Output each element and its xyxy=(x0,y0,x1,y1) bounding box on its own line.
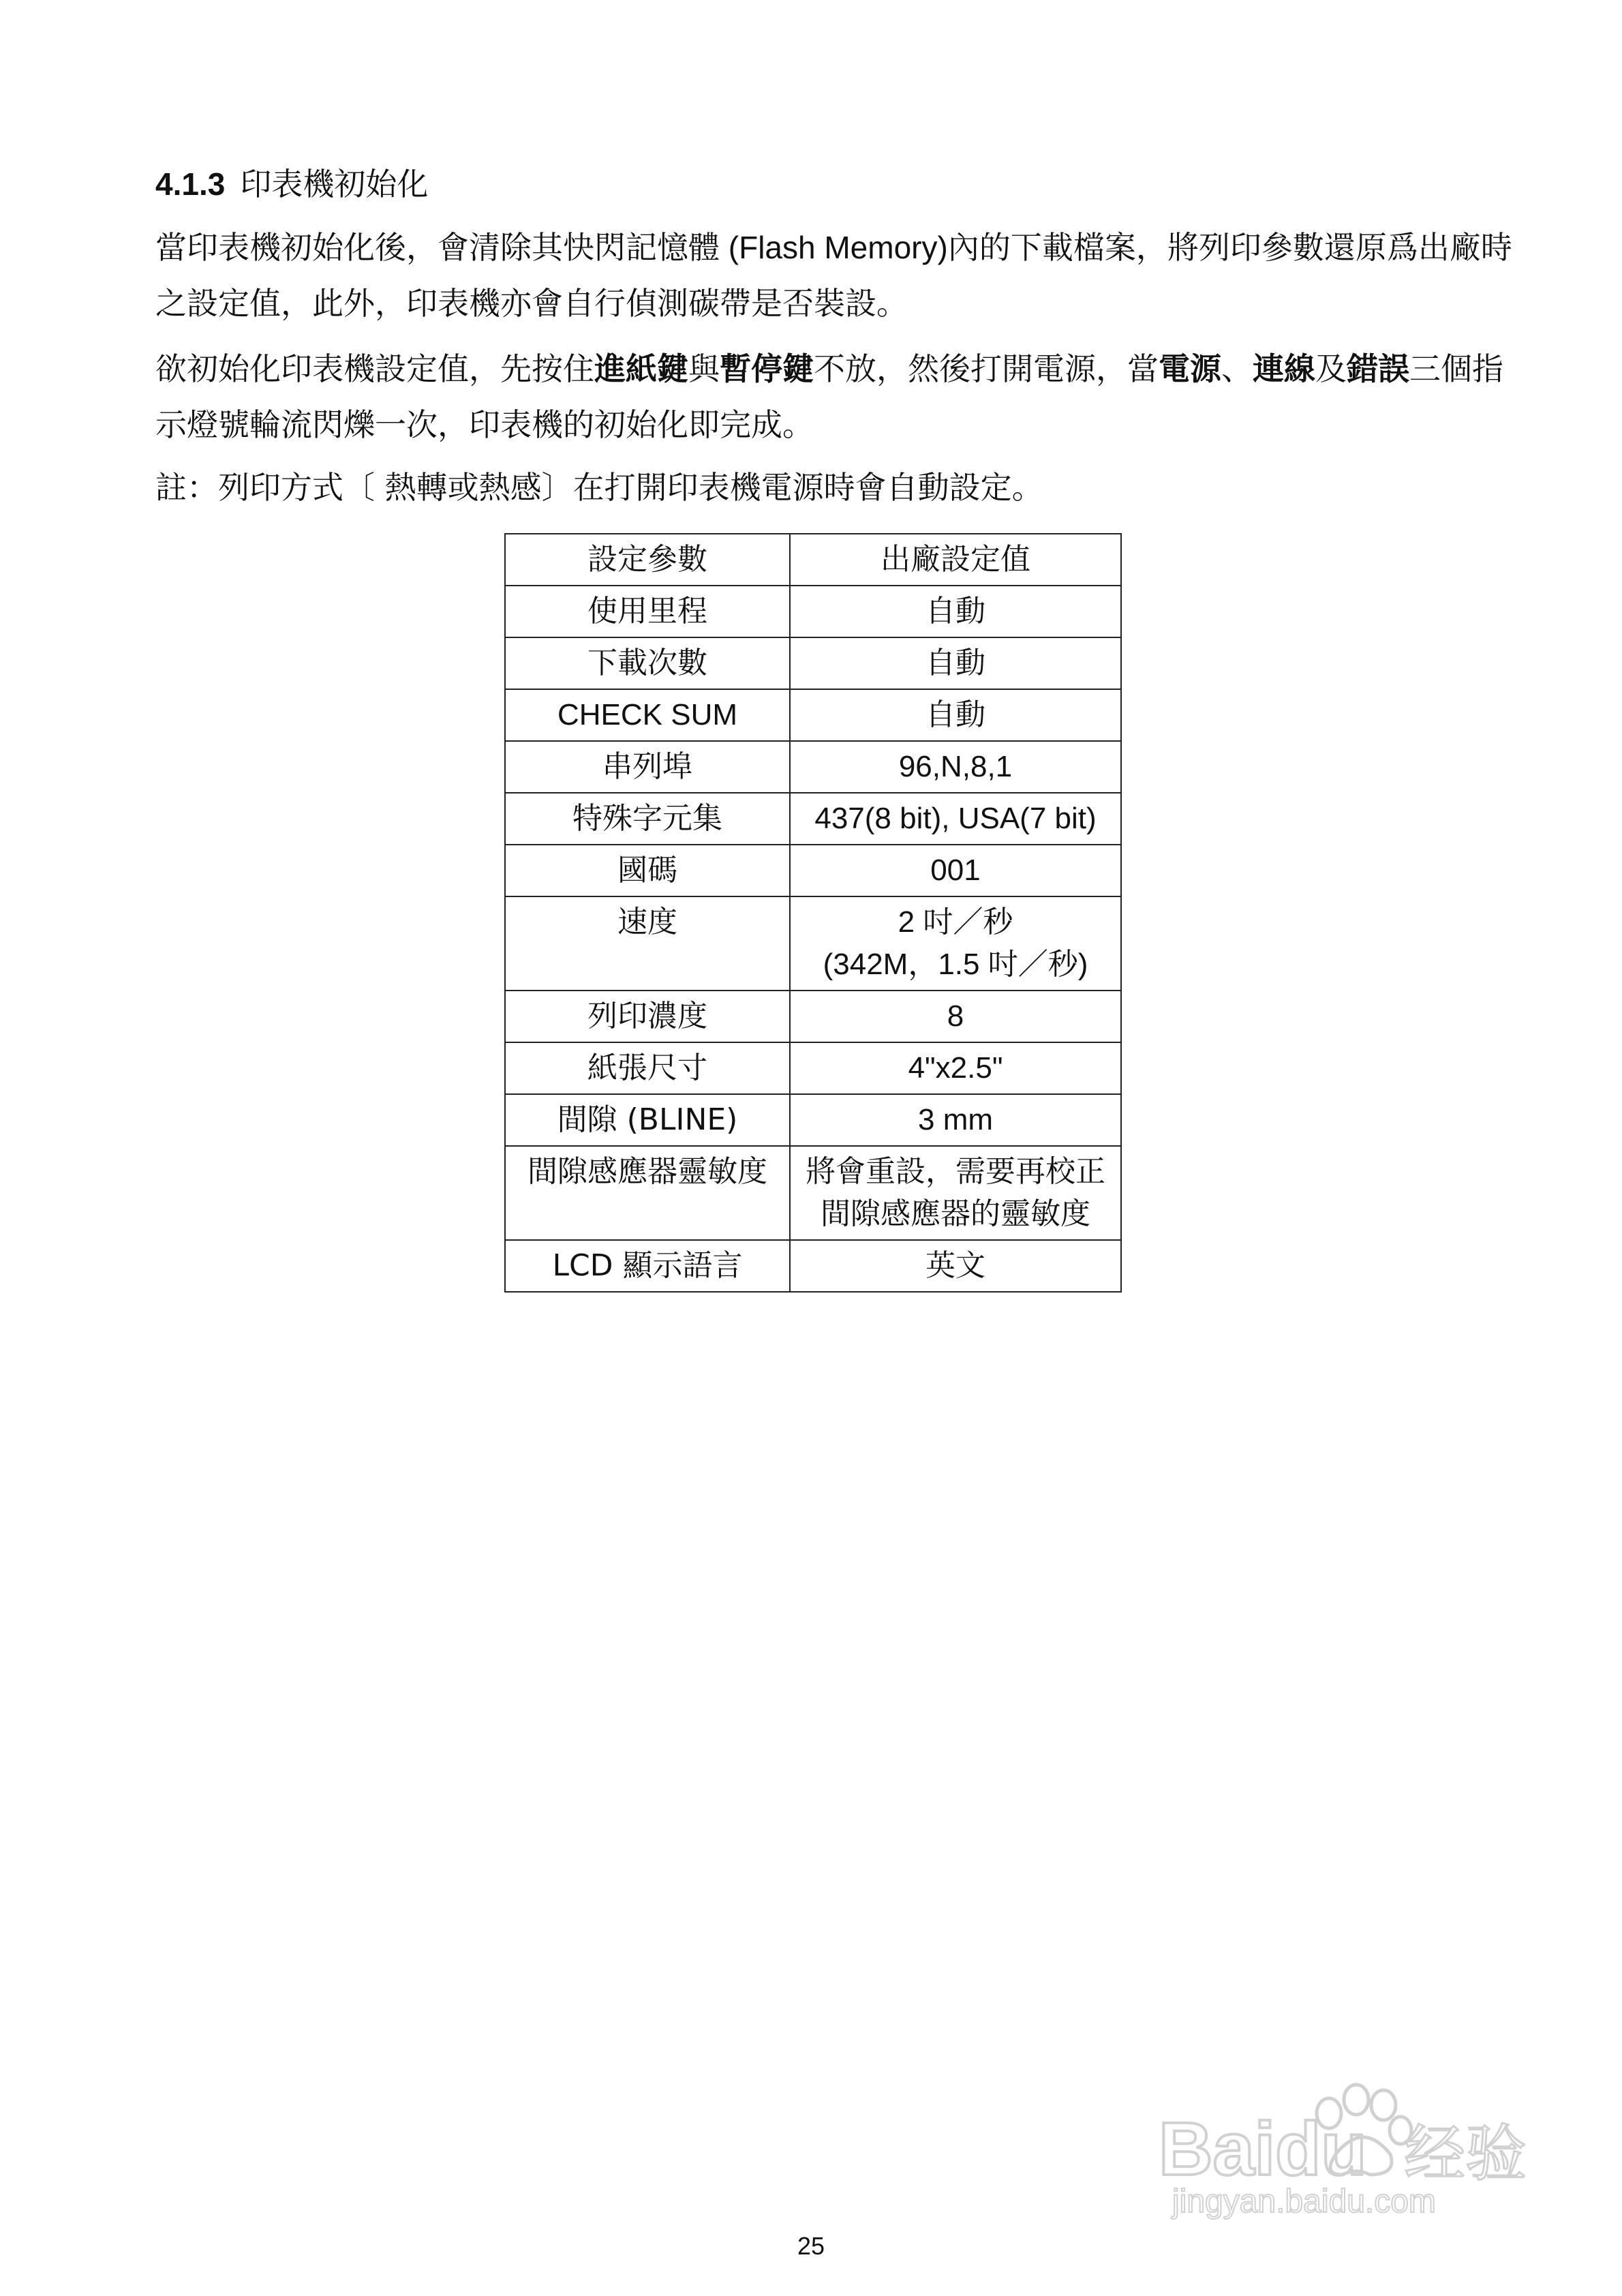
param-cell: 紙張尺寸 xyxy=(505,1042,790,1094)
param-cell: 列印濃度 xyxy=(505,991,790,1042)
table-row xyxy=(505,845,1121,896)
header-parameter: 設定參數 xyxy=(505,534,790,586)
paragraph-text: (Flash Memory) xyxy=(720,230,948,265)
error-led-term: 錯誤 xyxy=(1347,350,1409,387)
table-row xyxy=(505,586,1121,637)
brand-text: Baidu xyxy=(1159,2107,1367,2191)
paragraph-text: 及 xyxy=(1315,350,1347,387)
table-row xyxy=(505,1094,1121,1146)
power-led-term: 電源 xyxy=(1159,350,1221,387)
value-cell: 自動 xyxy=(790,586,1121,637)
value-cell xyxy=(790,896,1121,991)
section-number: 4.1.3 xyxy=(155,166,226,202)
value-cell: 3 mm xyxy=(790,1094,1121,1146)
page-number: 25 xyxy=(797,2232,825,2260)
param-cell: 速度 xyxy=(505,896,790,991)
paragraph-text: 欲初始化印表機設定值，先按住 xyxy=(155,350,594,387)
param-cell: LCD 顯示語言 xyxy=(505,1240,790,1292)
param-cell: 使用里程 xyxy=(505,586,790,637)
baidu-jingyan-watermark xyxy=(1152,2072,1533,2222)
param-cell: 國碼 xyxy=(505,845,790,896)
value-cell: 96,N,8,1 xyxy=(790,741,1121,793)
watermark-url: jingyan.baidu.com xyxy=(1172,2184,1436,2220)
value-cell: 自動 xyxy=(790,689,1121,741)
table-row xyxy=(505,1240,1121,1292)
note-paragraph: 註：列印方式〔 熱轉或熱感〕在打開印表機電源時會自動設定。 xyxy=(155,469,1043,506)
paragraph-text: 、 xyxy=(1221,350,1253,387)
table-row xyxy=(505,793,1121,845)
header-default-value: 出廠設定值 xyxy=(790,534,1121,586)
value-cell: 英文 xyxy=(790,1240,1121,1292)
intro-paragraph xyxy=(155,220,1518,331)
section-heading xyxy=(155,164,428,205)
table-row xyxy=(505,1146,1121,1240)
param-cell: 特殊字元集 xyxy=(505,793,790,845)
table-row xyxy=(505,741,1121,793)
procedure-paragraph xyxy=(155,341,1518,453)
paragraph-text: 不放，然後打開電源，當 xyxy=(814,350,1159,387)
value-cell: 437(8 bit), USA(7 bit) xyxy=(790,793,1121,845)
value-line: 將會重設，需要再校正 xyxy=(806,1154,1105,1189)
param-cell: 間隙 (BLINE) xyxy=(505,1094,790,1146)
param-cell: 下載次數 xyxy=(505,637,790,689)
paragraph-text: 內的下載檔案，將列印參數還原爲出廠時之設定值，此外，印表機亦會自行偵測碳帶是否裝設。 xyxy=(155,229,1512,322)
param-cell: 串列埠 xyxy=(505,741,790,793)
paragraph-text: 當印表機初始化後，會清除其快閃記憶體 xyxy=(155,229,720,266)
value-line: (342M，1.5 吋／秒) xyxy=(823,948,1088,981)
table-header-row xyxy=(505,534,1121,586)
online-led-term: 連線 xyxy=(1253,350,1315,387)
param-cell: 間隙感應器靈敏度 xyxy=(505,1146,790,1240)
brand-cn-text: 经验 xyxy=(1404,2118,1527,2190)
table-row xyxy=(505,1042,1121,1094)
paragraph-text: 三個指示燈號輪流閃爍一次，印表機的初始化即完成。 xyxy=(155,350,1503,443)
param-cell: CHECK SUM xyxy=(505,689,790,741)
table-row xyxy=(505,637,1121,689)
factory-settings-table xyxy=(504,533,1122,1293)
pause-key-term: 暫停鍵 xyxy=(720,350,814,387)
value-cell: 8 xyxy=(790,991,1121,1042)
value-cell: 001 xyxy=(790,845,1121,896)
table-row xyxy=(505,896,1121,991)
paragraph-text: 與 xyxy=(688,350,720,387)
value-line: 間隙感應器的靈敏度 xyxy=(821,1196,1090,1231)
value-cell: 4"x2.5" xyxy=(790,1042,1121,1094)
table-row xyxy=(505,689,1121,741)
section-title: 印表機初始化 xyxy=(240,166,429,202)
value-cell: 自動 xyxy=(790,637,1121,689)
feed-key-term: 進紙鍵 xyxy=(594,350,688,387)
table-row xyxy=(505,991,1121,1042)
value-cell xyxy=(790,1146,1121,1240)
value-line: 2 吋／秒 xyxy=(898,905,1013,939)
